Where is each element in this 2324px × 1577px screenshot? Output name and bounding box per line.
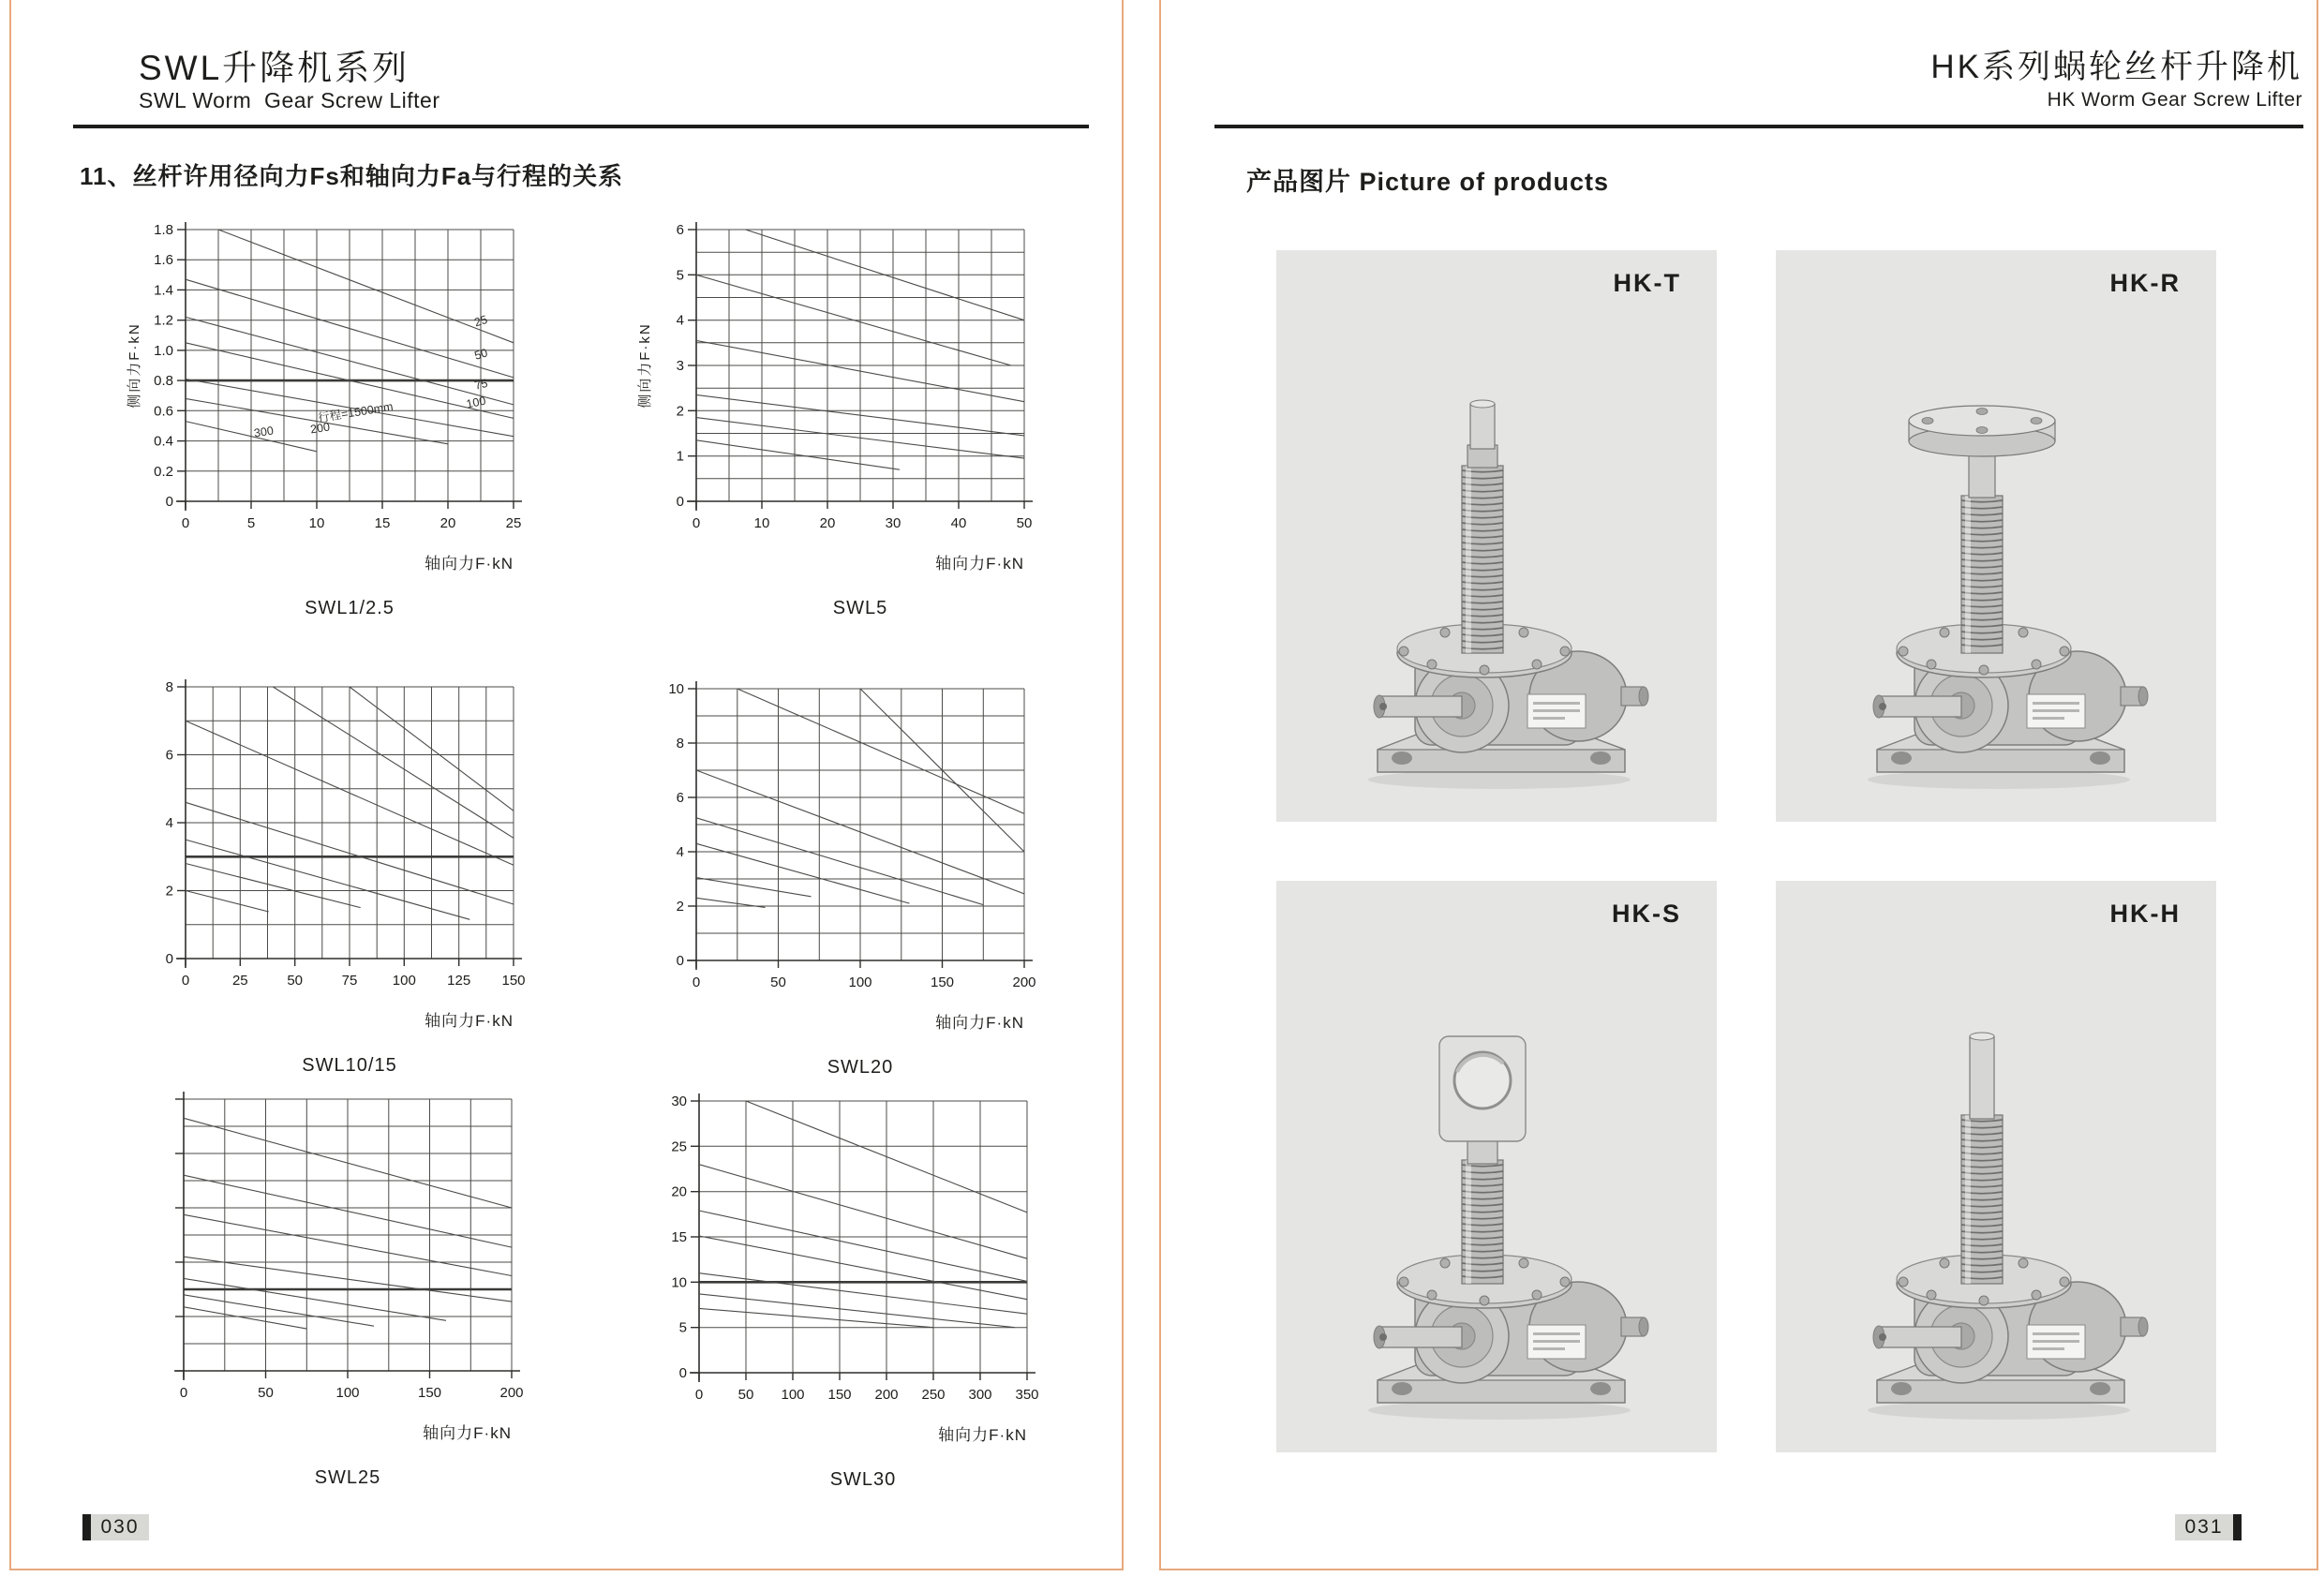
svg-text:0.2: 0.2 (154, 463, 173, 480)
svg-text:0: 0 (692, 974, 701, 990)
page-title-en: SWL Worm Gear Screw Lifter (139, 88, 440, 112)
page-title-cn: SWL升降机系列 (139, 49, 410, 87)
svg-text:50: 50 (1016, 515, 1033, 531)
svg-text:10: 10 (308, 515, 325, 531)
svg-text:20: 20 (671, 1183, 687, 1200)
svg-text:150: 150 (417, 1385, 442, 1401)
page-marker-bar (2233, 1514, 2242, 1540)
svg-text:0: 0 (694, 1387, 704, 1403)
svg-text:300: 300 (252, 424, 275, 440)
svg-text:50: 50 (770, 974, 786, 990)
product-panel-hk-r (1776, 250, 2216, 822)
svg-text:200: 200 (309, 420, 331, 437)
svg-text:15: 15 (374, 515, 391, 531)
page-title-cn: HK系列蜗轮丝杆升降机 (1930, 49, 2302, 85)
svg-text:100: 100 (465, 394, 487, 411)
screw-jack-illustration-hk-h (1841, 986, 2151, 1426)
svg-text:50: 50 (258, 1385, 274, 1401)
chart-swl20 (626, 679, 1038, 1079)
page-left (9, 0, 1124, 1570)
svg-text:200: 200 (1012, 974, 1036, 990)
product-panel-hk-h (1776, 881, 2216, 1452)
svg-text:2: 2 (676, 899, 684, 915)
svg-text:侧向力F·kN: 侧向力F·kN (637, 322, 653, 409)
svg-text:6: 6 (676, 222, 684, 238)
chart-swl1-2_5 (115, 220, 528, 619)
svg-text:5: 5 (246, 515, 256, 531)
svg-text:4: 4 (165, 815, 173, 831)
screw-jack-illustration-hk-t (1342, 355, 1651, 796)
page-number-left (82, 1514, 232, 1540)
svg-text:2: 2 (676, 403, 684, 420)
svg-text:1.4: 1.4 (154, 282, 173, 299)
chart-title: SWL5 (832, 598, 888, 618)
svg-text:150: 150 (930, 974, 955, 990)
product-panel-hk-s (1276, 881, 1717, 1452)
svg-text:0: 0 (181, 973, 190, 989)
svg-text:75: 75 (341, 973, 358, 989)
x-axis-label: 轴向力F·kN (938, 1426, 1027, 1444)
page-number-value: 030 (91, 1514, 149, 1540)
svg-text:100: 100 (335, 1385, 360, 1401)
svg-text:1.2: 1.2 (154, 312, 173, 329)
chart-swl25 (113, 1090, 526, 1489)
x-axis-label: 轴向力F·kN (935, 555, 1024, 573)
product-panel-hk-t (1276, 250, 1717, 822)
x-axis-label: 轴向力F·kN (423, 1424, 512, 1442)
svg-text:25: 25 (671, 1138, 687, 1155)
svg-text:2: 2 (165, 883, 173, 900)
svg-text:侧向力F·kN: 侧向力F·kN (127, 322, 142, 409)
svg-text:150: 150 (501, 973, 526, 989)
svg-text:100: 100 (781, 1387, 805, 1403)
svg-text:40: 40 (950, 515, 967, 531)
svg-text:20: 20 (819, 515, 836, 531)
svg-text:1.8: 1.8 (154, 222, 173, 238)
svg-text:0: 0 (692, 515, 701, 531)
chart-title: SWL20 (827, 1057, 894, 1078)
svg-text:1.6: 1.6 (154, 252, 173, 269)
page-number-right (2175, 1514, 2324, 1540)
svg-text:0.6: 0.6 (154, 403, 173, 420)
svg-text:200: 200 (499, 1385, 524, 1401)
svg-text:125: 125 (447, 973, 471, 989)
svg-text:350: 350 (1015, 1387, 1039, 1403)
svg-text:0.4: 0.4 (154, 433, 173, 450)
svg-text:25: 25 (472, 312, 489, 330)
header-rule (1214, 125, 2303, 128)
svg-text:4: 4 (676, 844, 684, 860)
svg-text:25: 25 (505, 515, 522, 531)
chart-title: SWL30 (829, 1469, 897, 1490)
svg-text:0: 0 (676, 953, 684, 969)
svg-text:4: 4 (676, 312, 684, 329)
x-axis-label: 轴向力F·kN (425, 1012, 514, 1030)
chart-swl5 (626, 220, 1038, 619)
svg-text:5: 5 (676, 267, 684, 284)
chart-swl30 (629, 1092, 1041, 1491)
chart-canvas (626, 220, 1038, 539)
chart-canvas (115, 677, 528, 996)
screw-jack-illustration-hk-s (1342, 986, 1651, 1426)
chart-canvas (113, 1090, 526, 1408)
svg-text:8: 8 (165, 679, 173, 695)
section-title: 11、丝杆许用径向力Fs和轴向力Fa与行程的关系 (80, 162, 624, 190)
chart-title: SWL10/15 (302, 1055, 397, 1076)
svg-text:50: 50 (287, 973, 304, 989)
svg-text:25: 25 (231, 973, 248, 989)
svg-text:50: 50 (472, 346, 489, 363)
product-label: HK-R (2109, 269, 2181, 297)
header-rule (73, 125, 1089, 128)
svg-text:30: 30 (885, 515, 901, 531)
svg-text:200: 200 (874, 1387, 899, 1403)
svg-text:0.8: 0.8 (154, 373, 173, 390)
svg-text:0: 0 (165, 951, 173, 967)
svg-text:行程=1500mm: 行程=1500mm (317, 399, 395, 425)
chart-swl10-15 (115, 677, 528, 1077)
svg-text:250: 250 (921, 1387, 946, 1403)
svg-text:6: 6 (165, 747, 173, 764)
svg-text:3: 3 (676, 358, 684, 374)
chart-title: SWL25 (314, 1467, 381, 1488)
svg-text:15: 15 (671, 1229, 687, 1245)
page-marker-bar (82, 1514, 91, 1540)
svg-text:100: 100 (848, 974, 872, 990)
section-title: 产品图片 Picture of products (1246, 168, 1610, 196)
svg-text:75: 75 (472, 376, 489, 393)
svg-text:20: 20 (439, 515, 456, 531)
chart-title: SWL1/2.5 (305, 598, 395, 618)
svg-text:5: 5 (678, 1319, 687, 1336)
x-axis-label: 轴向力F·kN (425, 555, 514, 573)
product-label: HK-H (2109, 900, 2181, 928)
chart-canvas (629, 1092, 1041, 1410)
svg-text:1.0: 1.0 (154, 342, 173, 359)
svg-text:10: 10 (668, 681, 684, 697)
svg-text:0: 0 (165, 494, 173, 510)
svg-text:150: 150 (827, 1387, 852, 1403)
screw-jack-illustration-hk-r (1841, 355, 2151, 796)
product-label: HK-T (1613, 269, 1681, 297)
svg-text:30: 30 (671, 1093, 687, 1109)
svg-text:0: 0 (181, 515, 190, 531)
svg-text:50: 50 (737, 1387, 754, 1403)
page-right (1159, 0, 2318, 1570)
product-label: HK-S (1612, 900, 1681, 928)
svg-text:0: 0 (678, 1365, 687, 1381)
chart-canvas (626, 679, 1038, 998)
svg-text:8: 8 (676, 736, 684, 751)
svg-text:0: 0 (676, 494, 684, 510)
svg-text:1: 1 (676, 448, 684, 465)
chart-canvas (115, 220, 528, 539)
svg-text:300: 300 (968, 1387, 992, 1403)
svg-text:0: 0 (179, 1385, 188, 1401)
x-axis-label: 轴向力F·kN (935, 1014, 1024, 1032)
page-title-en: HK Worm Gear Screw Lifter (2047, 89, 2302, 111)
page-number-value: 031 (2175, 1514, 2233, 1540)
svg-text:10: 10 (671, 1274, 687, 1291)
svg-text:100: 100 (392, 973, 416, 989)
svg-text:10: 10 (753, 515, 770, 531)
svg-text:6: 6 (676, 790, 684, 806)
